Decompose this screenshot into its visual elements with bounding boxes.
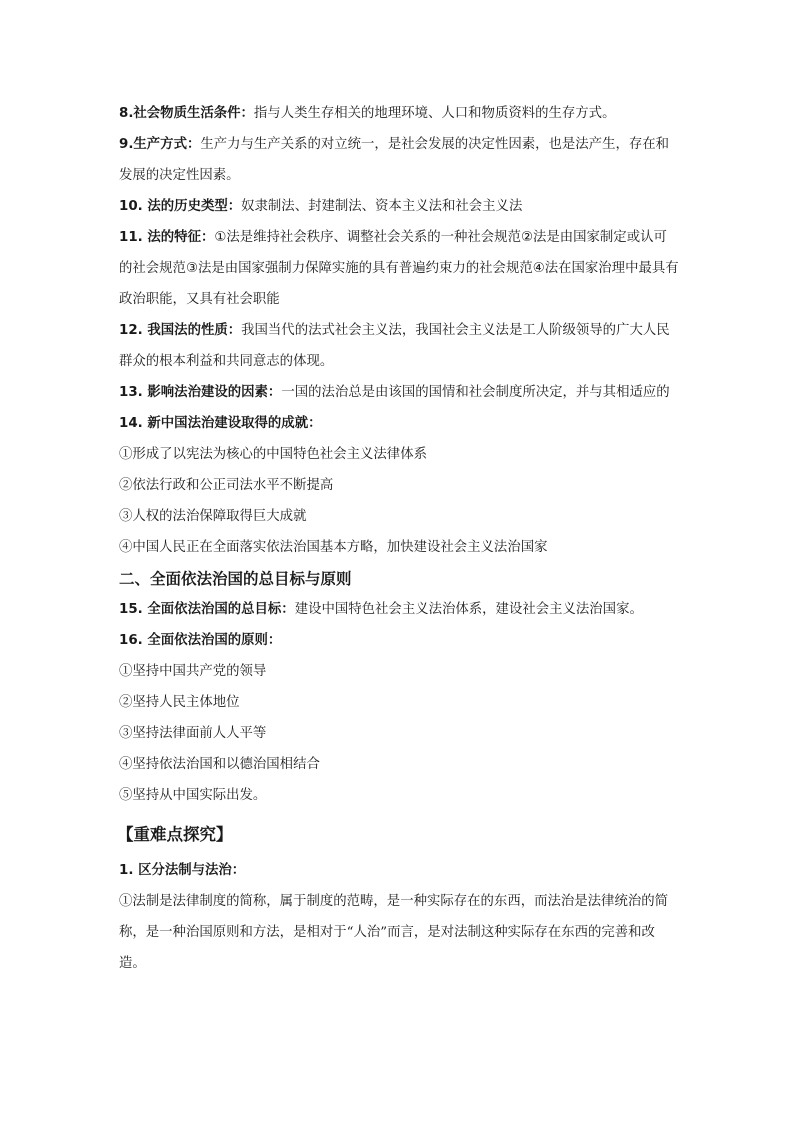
definition-term: 8.社会物质生活条件：	[119, 106, 254, 121]
definition-term: 12. 我国法的性质：	[119, 323, 242, 338]
definition-text: 奴隶制法、封建制法、资本主义法和社会主义法	[241, 199, 523, 214]
definition-term: 15. 全面依法治国的总目标：	[119, 602, 295, 617]
achievement-item: ①形成了以宪法为核心的中国特色社会主义法律体系	[119, 447, 427, 462]
definition-15	[119, 594, 679, 625]
achievement-item: ③人权的法治保障取得巨大成就	[119, 509, 307, 524]
key-point-1-heading: 1. 区分法制与法治：	[119, 863, 246, 878]
definition-11	[119, 222, 679, 315]
principle-item: ②坚持人民主体地位	[119, 695, 240, 710]
definition-text: 一国的法治总是由该国的国情和社会制度所决定，并与其相适应的	[281, 385, 670, 400]
principle-item: ①坚持中国共产党的领导	[119, 664, 267, 679]
definition-term: 10. 法的历史类型：	[119, 199, 242, 214]
achievement-item: ④中国人民正在全面落实依法治国基本方略，加快建设社会主义法治国家	[119, 540, 548, 555]
definition-8	[119, 98, 679, 129]
definition-text: 建设中国特色社会主义法治体系，建设社会主义法治国家。	[294, 602, 643, 617]
definition-term: 9.生产方式：	[119, 137, 201, 152]
key-point-1-text: ①法制是法律制度的简称，属于制度的范畴，是一种实际存在的东西，而法治是法律统治的简称，是一种治国原则和方法，是相对于“人治”而言，是对法制这种实际存在东西的完善和改造。	[119, 894, 669, 971]
principle-item: ④坚持依法治国和以德治国相结合	[119, 757, 320, 772]
definition-12	[119, 315, 679, 377]
definition-text: 指与人类生存相关的地理环境、人口和物质资料的生存方式。	[253, 106, 616, 121]
definition-term: 13. 影响法治建设的因素：	[119, 385, 282, 400]
definition-text: 我国当代的法式社会主义法，我国社会主义法是工人阶级领导的广大人民群众的根本利益和共同意志的体现。	[119, 323, 670, 369]
definition-text: ①法是维持社会秩序、调整社会关系的一种社会规范②法是由国家制定或认可的社会规范③法是由国家强制力保障实施的具有普遍约束力的社会规范④法在国家治理中最具有政治职能，又具有社会职能	[119, 230, 679, 307]
definition-text: 生产力与生产关系的对立统一，是社会发展的决定性因素，也是法产生，存在和发展的决定性因素。	[119, 137, 670, 183]
definition-13	[119, 377, 679, 408]
document-page	[119, 98, 679, 979]
section-heading-goals: 二、全面依法治国的总目标与原则	[119, 569, 352, 588]
principle-item: ③坚持法律面前人人平等	[119, 726, 267, 741]
definition-10	[119, 191, 679, 222]
definition-9	[119, 129, 679, 191]
principle-item: ⑤坚持从中国实际出发。	[119, 788, 267, 803]
achievements-heading: 14. 新中国法治建设取得的成就：	[119, 416, 322, 431]
section-heading-key-points: 【重难点探究】	[117, 825, 233, 844]
definition-term: 11. 法的特征：	[119, 230, 215, 245]
achievement-item: ②依法行政和公正司法水平不断提高	[119, 478, 334, 493]
principles-heading: 16. 全面依法治国的原则：	[119, 633, 282, 648]
